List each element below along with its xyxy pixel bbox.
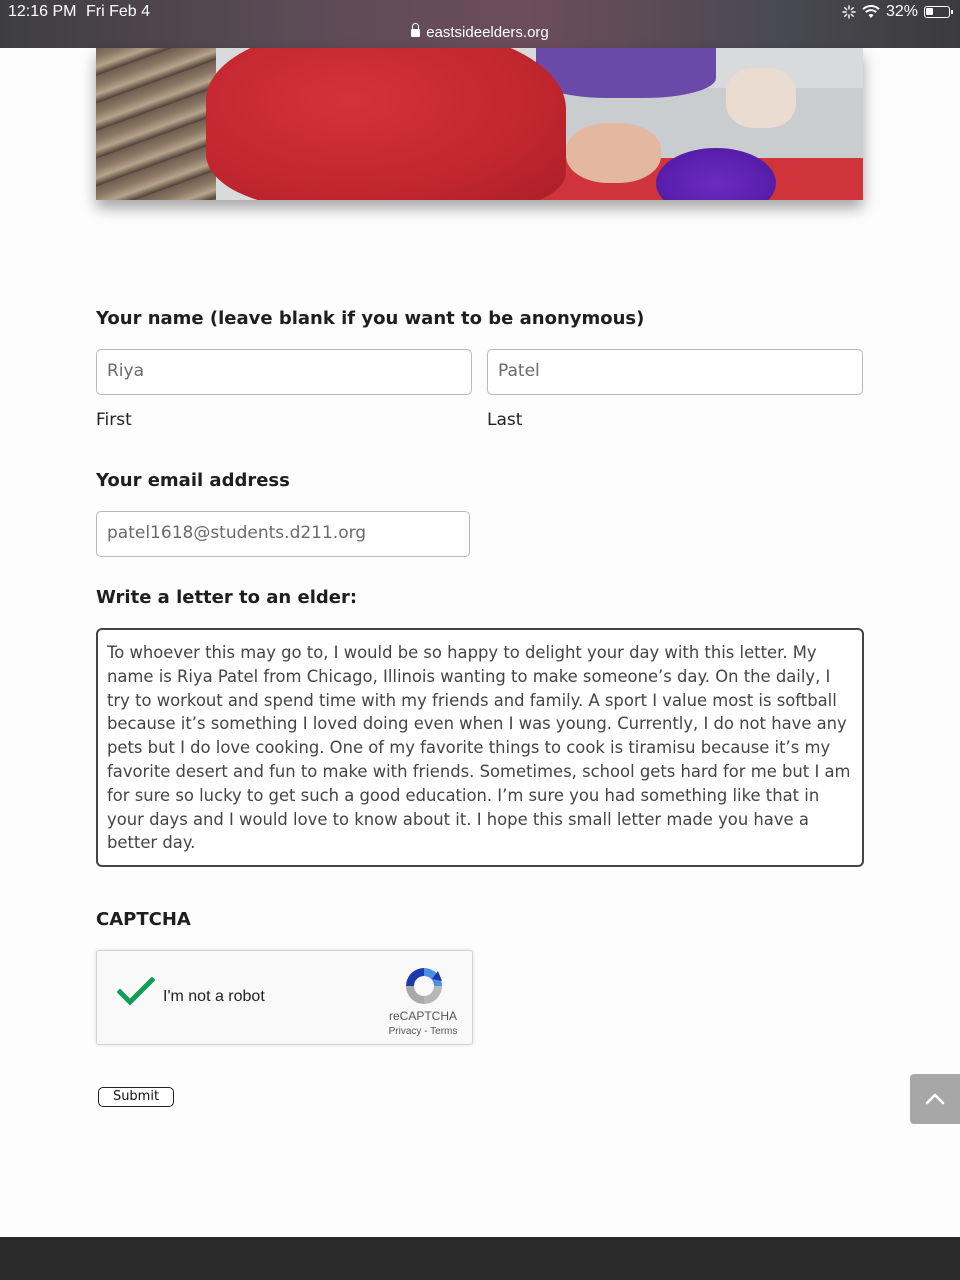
captcha-label: CAPTCHA	[96, 909, 191, 930]
address-url: eastsideelders.org	[426, 24, 549, 41]
recaptcha-logo-icon	[401, 963, 447, 1009]
hero-hand	[566, 123, 661, 183]
checkmark-icon[interactable]	[117, 977, 155, 1007]
back-to-top-button[interactable]	[910, 1074, 960, 1124]
recaptcha-widget	[96, 950, 473, 1045]
hero-image	[96, 48, 863, 200]
hero-blanket	[96, 48, 216, 200]
battery-icon	[924, 6, 950, 18]
first-name-input[interactable]: Riya	[96, 349, 472, 395]
page-footer	[0, 1237, 960, 1280]
name-label: Your name (leave blank if you want to be anonymous)	[96, 308, 645, 329]
letter-textarea[interactable]: To whoever this may go to, I would be so happy to delight your day with this letter. My name is Riya Patel from Chicago, Illinois wanting to make someone’s day. On the daily, I try to workout and spend time with my friends and family. A sport I value most is softball because it’s something I loved doing even when I was young. Currently, I do not have any pets but I do love cooking. One of my favorite things to cook is tiramisu because it’s my favorite desert and fun to make with friends. Sometimes, school gets hard for me but I am for sure so lucky to get such a good education. I’m sure you had something like that in your days and I would love to know about it. I hope this small letter made you have a better day.	[96, 628, 864, 867]
lock-icon	[411, 29, 420, 37]
address-bar[interactable]	[0, 24, 960, 41]
battery-percent: 32%	[885, 3, 918, 20]
recaptcha-brand: reCAPTCHA	[388, 1009, 457, 1023]
wifi-icon	[862, 5, 880, 19]
hero-purple-cloth	[536, 48, 716, 98]
hero-red-shirt	[206, 48, 566, 200]
last-sublabel: Last	[487, 410, 523, 430]
recaptcha-links[interactable]: Privacy - Terms	[388, 1026, 458, 1037]
status-time: 12:16 PM	[8, 3, 77, 20]
first-sublabel: First	[96, 410, 132, 430]
status-bar	[0, 0, 960, 48]
letter-label: Write a letter to an elder:	[96, 587, 358, 608]
chevron-up-icon	[924, 1089, 946, 1109]
last-name-input[interactable]: Patel	[487, 349, 863, 395]
status-date: Fri Feb 4	[86, 3, 151, 20]
recaptcha-checkbox-label[interactable]: I'm not a robot	[163, 988, 265, 1005]
hero-napkin	[726, 68, 796, 128]
activity-icon	[842, 5, 856, 19]
status-right	[842, 3, 950, 21]
email-field[interactable]: patel1618@students.d211.org	[96, 511, 470, 557]
email-label: Your email address	[96, 470, 290, 491]
submit-button[interactable]: Submit	[98, 1087, 174, 1107]
